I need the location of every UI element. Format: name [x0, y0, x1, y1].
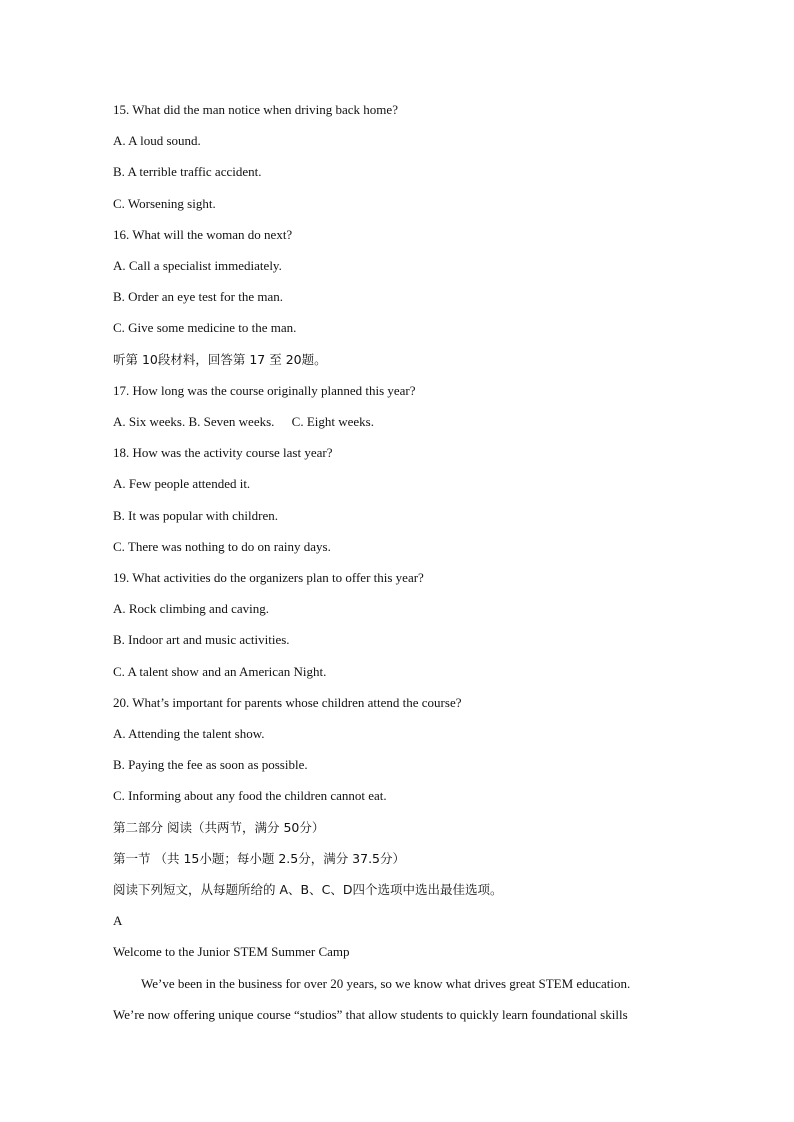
question-15-stem: 15. What did the man notice when driving back home? — [113, 102, 398, 117]
question-15-option-c: C. Worsening sight. — [113, 196, 216, 211]
question-20-stem: 20. What’s important for parents whose children attend the course? — [113, 695, 462, 710]
question-20-option-c: C. Informing about any food the children cannot eat. — [113, 788, 387, 803]
passage-title: Welcome to the Junior STEM Summer Camp — [113, 944, 350, 959]
question-18-option-b: B. It was popular with children. — [113, 508, 278, 523]
question-16-option-b: B. Order an eye test for the man. — [113, 289, 284, 304]
passage-paragraph-line-1: We’ve been in the business for over 20 years, so we know what drives great STEM education. — [141, 976, 631, 991]
question-16-option-c: C. Give some medicine to the man. — [113, 320, 297, 335]
question-19-option-c: C. A talent show and an American Night. — [113, 664, 327, 679]
question-17-options — [113, 414, 374, 430]
question-19-stem: 19. What activities do the organizers plan to offer this year? — [113, 570, 424, 585]
passage-label: A — [113, 913, 123, 928]
part-2-heading: 第二部分 阅读（共两节，满分 50分） — [113, 820, 325, 835]
question-15-option-a: A. A loud sound. — [113, 133, 201, 148]
question-16-stem: 16. What will the woman do next? — [113, 227, 293, 242]
question-17-stem: 17. How long was the course originally planned this year? — [113, 383, 416, 398]
section-10-instruction: 听第 10段材料，回答第 17 至 20题。 — [113, 352, 327, 367]
question-17-option-a: A. Six weeks. — [113, 414, 186, 429]
question-19-option-a: A. Rock climbing and caving. — [113, 601, 269, 616]
question-19-option-b: B. Indoor art and music activities. — [113, 632, 290, 647]
section-1-heading: 第一节 （共 15小题；每小题 2.5分，满分 37.5分） — [113, 851, 406, 866]
question-18-stem: 18. How was the activity course last year? — [113, 445, 333, 460]
question-18-option-c: C. There was nothing to do on rainy days. — [113, 539, 331, 554]
reading-instruction: 阅读下列短文，从每题所给的 A、B、C、D四个选项中选出最佳选项。 — [113, 882, 503, 897]
question-17-option-b: B. Seven weeks. — [188, 414, 275, 429]
question-20-option-a: A. Attending the talent show. — [113, 726, 265, 741]
question-20-option-b: B. Paying the fee as soon as possible. — [113, 757, 308, 772]
passage-paragraph-line-2: We’re now offering unique course “studios” that allow students to quickly learn foundational skills — [113, 1007, 628, 1022]
question-18-option-a: A. Few people attended it. — [113, 476, 251, 491]
question-16-option-a: A. Call a specialist immediately. — [113, 258, 282, 273]
question-15-option-b: B. A terrible traffic accident. — [113, 164, 262, 179]
question-17-option-c: C. Eight weeks. — [291, 414, 374, 429]
